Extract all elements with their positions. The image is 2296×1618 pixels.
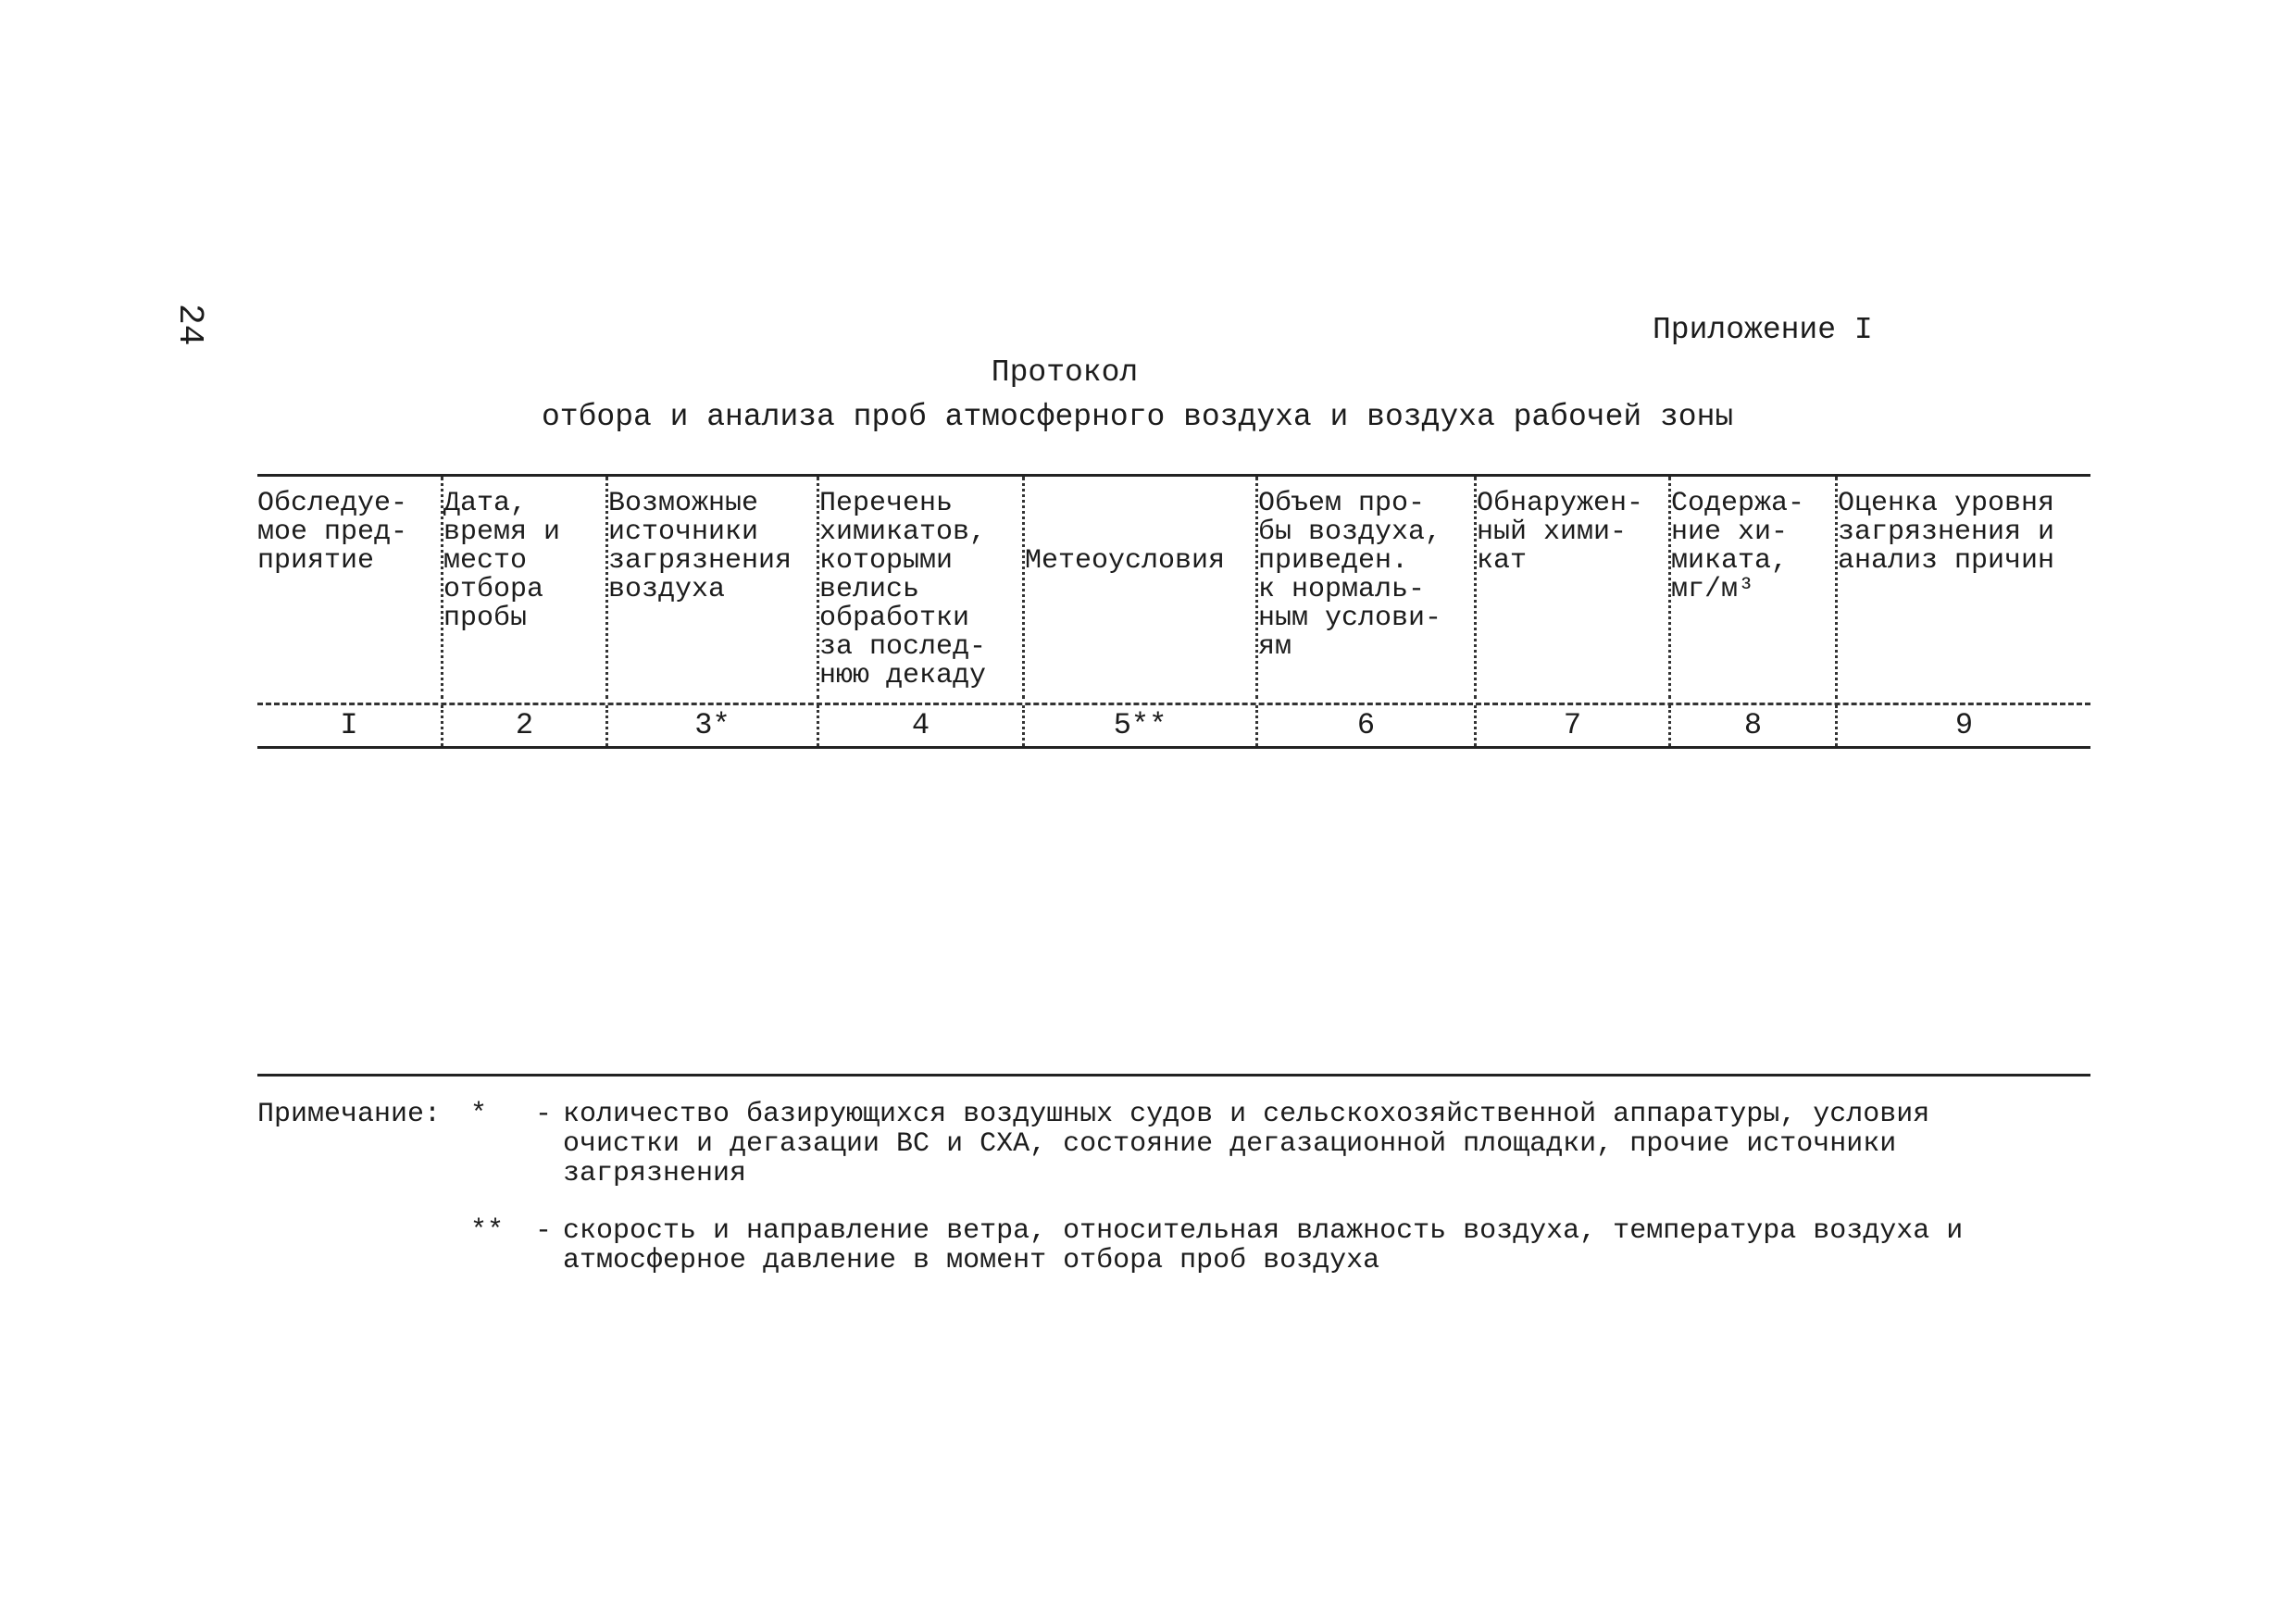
header-cell: Метеоусловия [1022,477,1255,699]
notes-section [257,1100,2109,1276]
header-cell: Обследуе- мое пред- приятие [257,488,408,577]
header-cell: Оценка уровня загрязнения и анализ причин [1835,477,2090,699]
header-cell: Перечень химикатов, которыми велись обработки за послед- нюю декаду [817,477,1022,699]
page-number: 24 [169,304,209,346]
column-number: 2 [441,705,605,746]
column-number: 7 [1474,705,1668,746]
column-number: 6 [1255,705,1474,746]
document-subtitle: отбора и анализа проб атмосферного воздуха и воздуха рабочей зоны [542,400,1734,434]
column-number: 8 [1668,705,1835,746]
header-cell: Дата, время и место отбора пробы [441,477,605,699]
note-text: количество базирующихся воздушных судов и сельскохозяйственной аппаратуры, условия очистки и дегазации ВС и СХА, состояние дегазационной площадки, прочие источники загрязнения [563,1099,1947,1189]
note-item [257,1100,2109,1189]
header-cell: Обнаружен- ный хими- кат [1474,477,1668,699]
column-number-row [257,705,2090,749]
notes-divider [257,1074,2090,1077]
note-item [257,1216,2109,1276]
column-number: 3* [605,705,817,746]
header-row [257,477,2090,699]
column-number: 5** [1022,705,1255,746]
column-number: 9 [1835,705,2090,746]
column-number: 4 [817,705,1022,746]
note-text: скорость и направление ветра, относительная влажность воздуха, температура воздуха и атмосферное давление в момент отбора проб воздуха [563,1215,1980,1276]
header-cell: Содержа- ние хи- миката, мг/м³ [1668,477,1835,699]
footnote-mark: * [470,1099,488,1130]
header-cell: Возможные источники загрязнения воздуха [605,477,817,699]
document-title: Протокол [991,355,1139,390]
note-spacer [257,1216,470,1276]
notes-label: Примечание: [257,1099,442,1130]
appendix-label: Приложение I [1653,313,1873,347]
header-cell: Объем про- бы воздуха, приведен. к нормаль- ным услови- ям [1255,477,1474,699]
note-dash: - [535,1099,553,1130]
protocol-table [257,474,2090,749]
footnote-mark: ** [470,1215,505,1247]
column-number: I [340,708,358,742]
note-dash: - [535,1215,553,1247]
